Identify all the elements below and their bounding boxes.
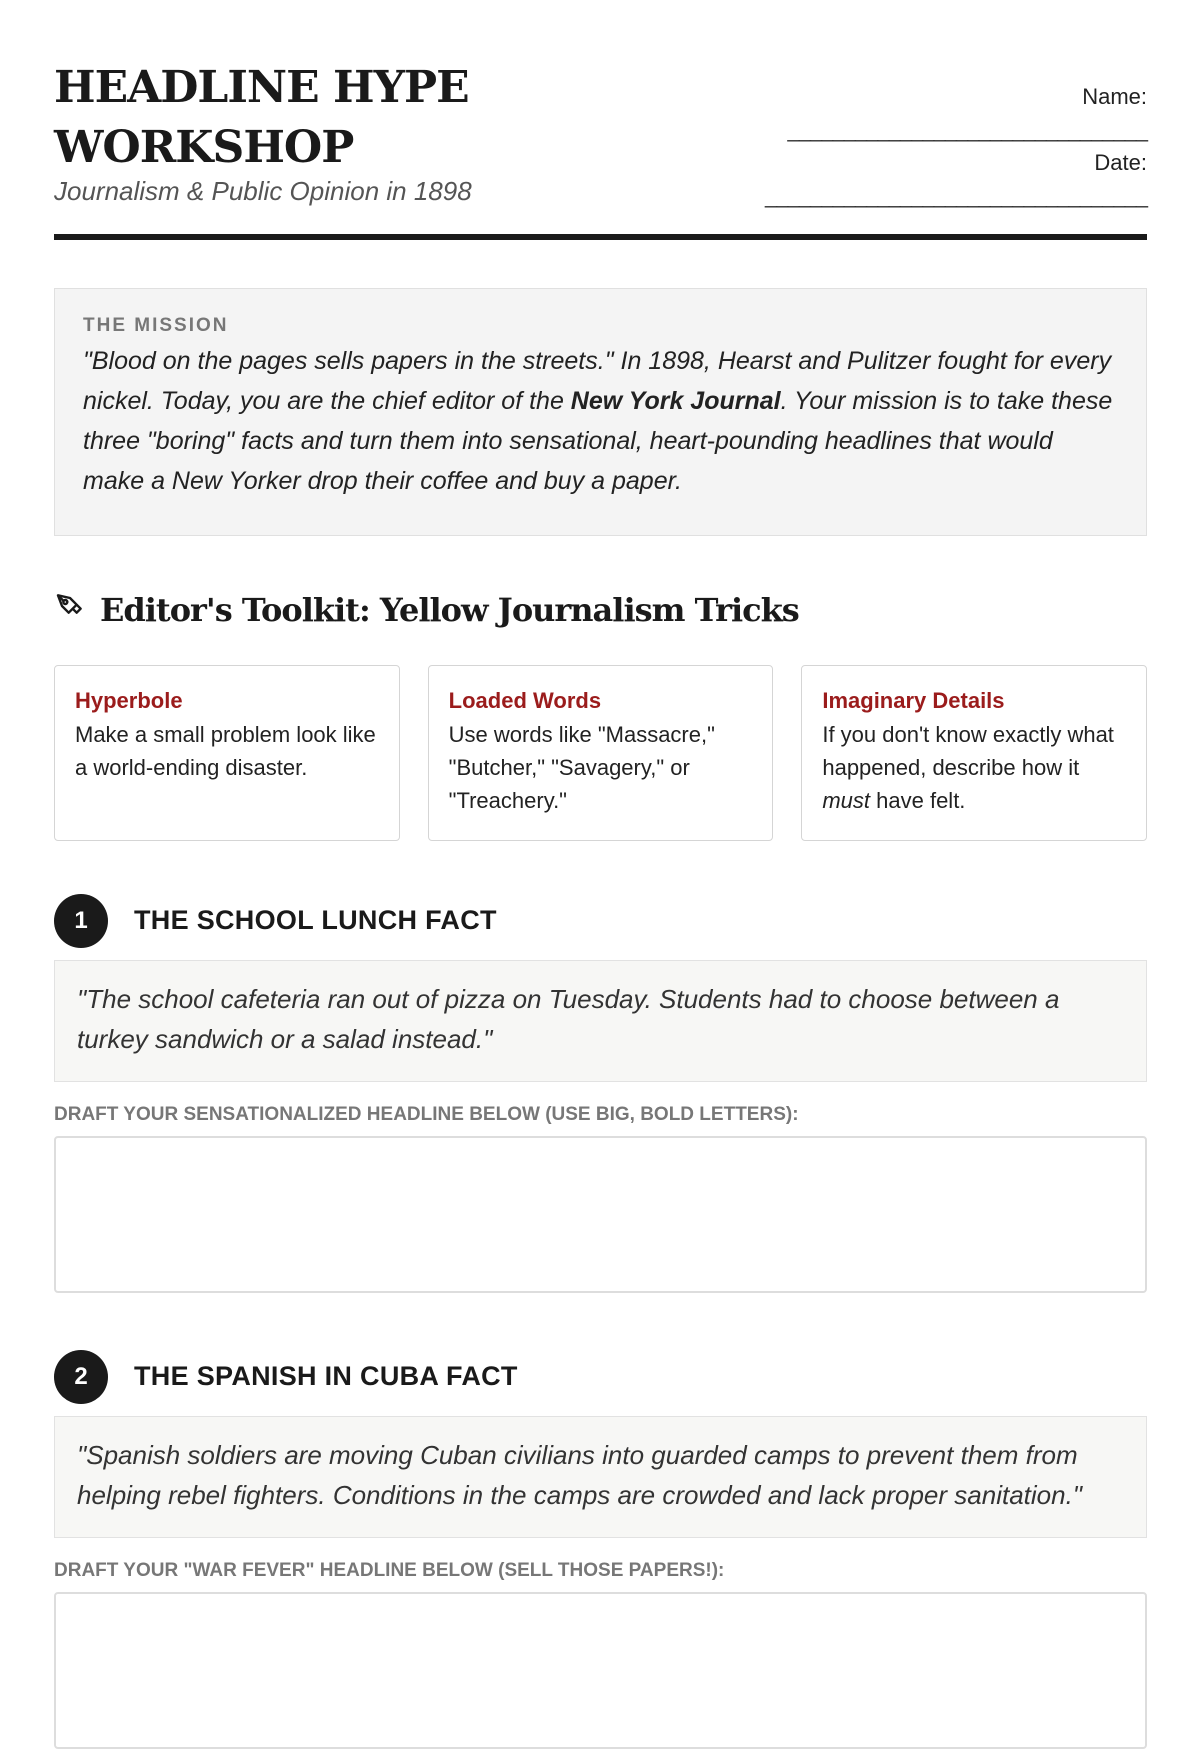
page-title (54, 58, 469, 178)
draft-prompt: DRAFT YOUR SENSATIONALIZED HEADLINE BELOW (USE BIG, BOLD LETTERS): (54, 1104, 799, 1125)
mission-box (54, 288, 1147, 536)
name-field[interactable]: ________________________________ (787, 117, 1147, 142)
section-title: THE SCHOOL LUNCH FACT (134, 905, 497, 935)
mission-tag: THE MISSION (83, 315, 229, 336)
title-line-1: HEADLINE HYPE (54, 62, 469, 113)
title-line-2: WORKSHOP (54, 122, 354, 173)
card-body-em: must (822, 788, 871, 813)
section-number: 2 (54, 1350, 108, 1404)
toolkit-title: Editor's Toolkit: Yellow Journalism Tricks (100, 591, 799, 629)
card-hyperbole (54, 665, 400, 841)
toolkit-heading (54, 590, 799, 630)
pen-nib-icon (54, 590, 86, 630)
student-fields (765, 82, 1147, 214)
card-body-2: have felt. (870, 788, 966, 813)
name-label: Name: (1082, 84, 1147, 109)
mission-text (83, 341, 1118, 501)
card-body-1: If you don't know exactly what happened, describe how it (822, 722, 1114, 780)
date-label: Date: (1094, 150, 1147, 175)
header (54, 0, 1147, 240)
newspaper-name: New York Journal (570, 387, 781, 415)
subtitle: Journalism & Public Opinion in 1898 (54, 176, 472, 206)
headline-answer-box[interactable] (54, 1592, 1147, 1749)
mission-text-2: . Your mission is to take these three "boring" facts and turn them into sensational, heart-pounding headlines that would make a New Yorker drop their coffee and buy a paper. (83, 387, 1113, 495)
headline-answer-box[interactable] (54, 1136, 1147, 1293)
card-title: Hyperbole (75, 688, 183, 713)
worksheet (54, 0, 1147, 1581)
mission-text-1: "Blood on the pages sells papers in the streets." In 1898, Hearst and Pulitzer fought for every nickel. Today, you are the chief editor of the (83, 347, 1112, 415)
fact-box: "The school cafeteria ran out of pizza on Tuesday. Students had to choose between a turkey sandwich or a salad instead." (54, 960, 1147, 1082)
card-loaded-words (428, 665, 774, 841)
fact-box: "Spanish soldiers are moving Cuban civilians into guarded camps to prevent them from helping rebel fighters. Conditions in the camps are crowded and lack proper sanitation." (54, 1416, 1147, 1538)
section-title: THE SPANISH IN CUBA FACT (134, 1361, 518, 1391)
section-number: 1 (54, 894, 108, 948)
card-imaginary-details (801, 665, 1147, 841)
toolkit-cards (54, 665, 1147, 841)
card-title: Loaded Words (448, 688, 602, 713)
card-body: Make a small problem look like a world-ending disaster. (75, 722, 376, 780)
date-field[interactable]: __________________________________ (764, 183, 1147, 208)
card-body: Use words like "Massacre," "Butcher," "Savagery," or "Treachery." (448, 722, 715, 813)
draft-prompt: DRAFT YOUR "WAR FEVER" HEADLINE BELOW (SELL THOSE PAPERS!): (54, 1560, 725, 1581)
card-body (822, 718, 1126, 817)
card-title: Imaginary Details (822, 688, 1005, 713)
